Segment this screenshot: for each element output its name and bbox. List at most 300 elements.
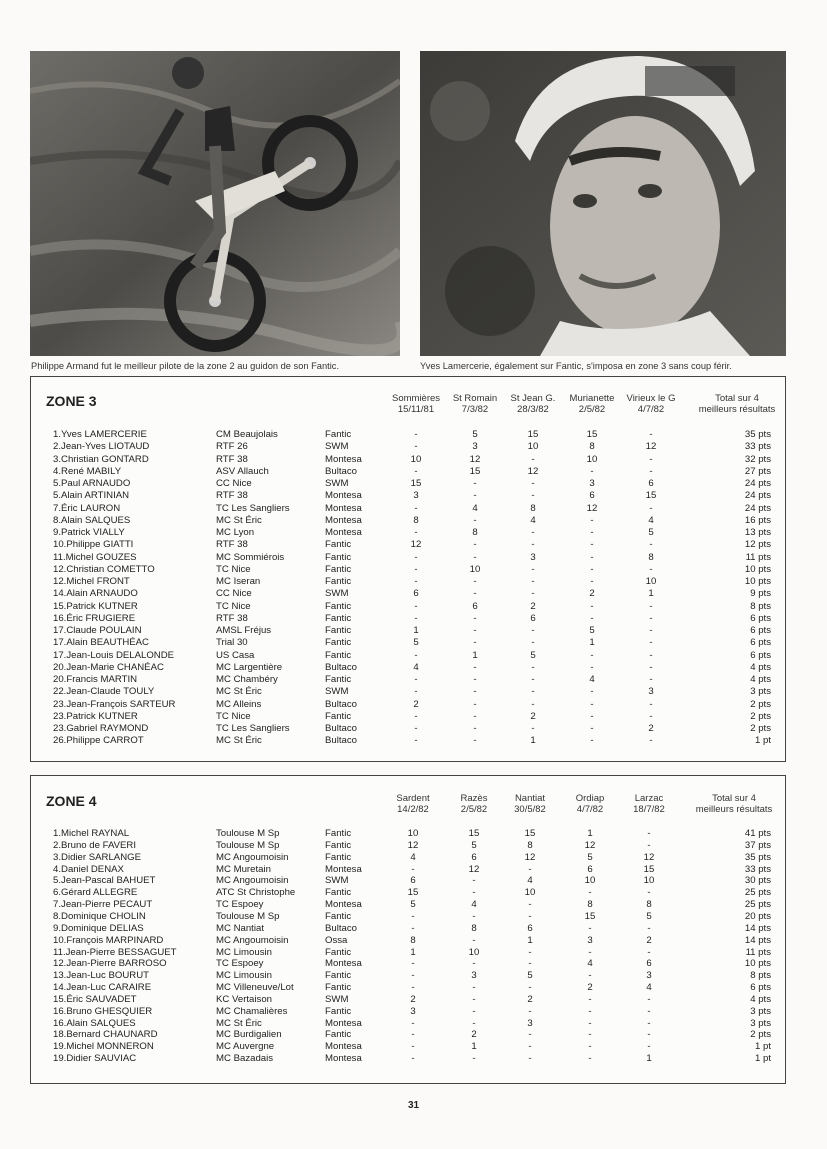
club-name: KC Vertaison bbox=[216, 993, 272, 1005]
score-cell: - bbox=[649, 735, 653, 747]
motorcycle-brand: Bultaco bbox=[325, 735, 357, 747]
score-cell: 15 bbox=[584, 910, 596, 922]
rider-name-text: Dominique DELIAS bbox=[61, 922, 144, 934]
rider-rank: 23. bbox=[53, 698, 67, 710]
score-cell: 15 bbox=[586, 429, 598, 440]
total-points: 3 pts bbox=[750, 1017, 771, 1029]
event-date: 15/11/81 bbox=[397, 404, 435, 415]
score-cell: - bbox=[649, 674, 653, 685]
score-cell: - bbox=[528, 946, 532, 958]
rider-name bbox=[53, 982, 205, 993]
score-cell: - bbox=[649, 637, 653, 649]
score-cell: - bbox=[472, 887, 476, 899]
motorcycle-brand: Fantic bbox=[325, 851, 352, 863]
score-cell: - bbox=[649, 649, 653, 661]
rider-name bbox=[53, 454, 205, 465]
motorcycle-brand: Montesa bbox=[325, 490, 362, 502]
score-cell: - bbox=[414, 429, 418, 440]
rider-name-text: Éric LAURON bbox=[61, 502, 121, 514]
table-row bbox=[31, 1018, 785, 1030]
rider-rank: 12. bbox=[53, 563, 67, 575]
total-points: 2 pts bbox=[750, 1029, 771, 1041]
score-cell: 3 bbox=[530, 551, 536, 563]
club-name: MC Lyon bbox=[216, 527, 255, 538]
score-cell: - bbox=[414, 723, 418, 734]
score-cell: 5 bbox=[530, 649, 536, 661]
score-cell: 6 bbox=[589, 490, 595, 502]
rider-name bbox=[53, 1029, 205, 1040]
total-points: 32 pts bbox=[744, 453, 771, 465]
club-name: MC Limousin bbox=[216, 970, 272, 982]
motorcycle-brand: SWM bbox=[325, 441, 349, 453]
score-cell: - bbox=[649, 465, 653, 477]
score-cell: - bbox=[531, 563, 535, 575]
score-cell: - bbox=[528, 1005, 532, 1017]
motorcycle-brand: Fantic bbox=[325, 539, 352, 551]
score-cell: 10 bbox=[586, 453, 598, 465]
score-cell: 6 bbox=[472, 600, 478, 612]
score-cell: - bbox=[414, 576, 418, 587]
score-cell: - bbox=[588, 1017, 592, 1029]
club-name: Trial 30 bbox=[216, 637, 248, 649]
rider-name-text: Jean-Pierre BESSAGUET bbox=[65, 946, 177, 958]
score-cell: - bbox=[473, 710, 477, 722]
event-name: St Romain bbox=[452, 393, 498, 404]
total-points: 8 pts bbox=[750, 600, 771, 612]
score-cell: - bbox=[531, 527, 535, 538]
table-row bbox=[31, 466, 785, 478]
table-row bbox=[31, 588, 785, 600]
rider-name-text: Jean-Luc BOURUT bbox=[66, 970, 149, 982]
score-cell: - bbox=[590, 539, 594, 551]
score-cell: 4 bbox=[527, 875, 533, 887]
motorcycle-brand: Montesa bbox=[325, 1053, 362, 1065]
score-cell: - bbox=[411, 1041, 415, 1053]
total-points: 4 pts bbox=[750, 674, 771, 685]
score-cell: 8 bbox=[646, 899, 652, 911]
score-cell: - bbox=[531, 661, 535, 673]
score-cell: - bbox=[647, 1041, 651, 1053]
score-cell: 3 bbox=[413, 490, 419, 502]
rider-name bbox=[53, 441, 205, 452]
score-cell: - bbox=[531, 588, 535, 600]
motorcycle-brand: Montesa bbox=[325, 863, 362, 875]
score-cell: - bbox=[411, 1053, 415, 1065]
score-cell: 5 bbox=[589, 625, 595, 636]
score-cell: - bbox=[531, 637, 535, 649]
rider-rank: 1. bbox=[53, 429, 62, 440]
score-cell: 2 bbox=[530, 710, 536, 722]
club-name: TC Espoey bbox=[216, 958, 264, 970]
rider-name bbox=[53, 650, 205, 661]
rider-name-text: Yves LAMERCERIE bbox=[61, 429, 147, 440]
zone3-event-header bbox=[392, 393, 440, 415]
score-cell: - bbox=[473, 588, 477, 600]
score-cell: 15 bbox=[410, 478, 422, 489]
score-cell: - bbox=[414, 710, 418, 722]
photo-rider-trial-bike bbox=[30, 51, 400, 356]
event-date: 2/5/82 bbox=[460, 804, 488, 815]
motorcycle-brand: Fantic bbox=[325, 637, 352, 649]
zone3-title: ZONE 3 bbox=[46, 393, 97, 409]
score-cell: 15 bbox=[643, 863, 655, 875]
rider-rank: 2. bbox=[53, 839, 62, 851]
club-name: CM Beaujolais bbox=[216, 429, 278, 440]
score-cell: - bbox=[590, 735, 594, 747]
score-cell: - bbox=[588, 922, 592, 934]
motorcycle-brand: Bultaco bbox=[325, 723, 357, 734]
motorcycle-brand: Fantic bbox=[325, 828, 352, 839]
rider-name bbox=[53, 637, 205, 648]
rider-name-text: Francis MARTIN bbox=[66, 674, 138, 685]
rider-name bbox=[53, 1041, 205, 1052]
rider-name bbox=[53, 490, 205, 501]
table-row bbox=[31, 994, 785, 1006]
rider-name bbox=[53, 887, 205, 898]
club-name: TC Nice bbox=[216, 600, 251, 612]
score-cell: - bbox=[411, 922, 415, 934]
total-points: 9 pts bbox=[750, 588, 771, 600]
score-cell: - bbox=[590, 661, 594, 673]
rider-name bbox=[53, 552, 205, 563]
score-cell: 5 bbox=[587, 851, 593, 863]
score-cell: 1 bbox=[413, 625, 419, 636]
score-cell: 4 bbox=[472, 502, 478, 514]
total-points: 25 pts bbox=[744, 887, 771, 899]
table-row bbox=[31, 875, 785, 887]
rider-name bbox=[53, 576, 205, 587]
zone3-event-header bbox=[453, 393, 497, 415]
rider-rank: 11. bbox=[53, 551, 66, 563]
rider-name-text: Gabriel RAYMOND bbox=[66, 723, 149, 734]
score-cell: - bbox=[414, 674, 418, 685]
score-cell: - bbox=[590, 465, 594, 477]
motorcycle-brand: Fantic bbox=[325, 576, 352, 587]
table-row bbox=[31, 515, 785, 527]
zone4-event-header bbox=[633, 793, 665, 815]
score-cell: - bbox=[414, 551, 418, 563]
rider-rank: 3. bbox=[53, 453, 62, 465]
score-cell: 12 bbox=[524, 851, 536, 863]
total-points: 4 pts bbox=[750, 661, 771, 673]
score-cell: - bbox=[411, 970, 415, 982]
score-cell: - bbox=[590, 551, 594, 563]
score-cell: 1 bbox=[471, 1041, 477, 1053]
rider-rank: 12. bbox=[53, 576, 67, 587]
score-cell: - bbox=[411, 958, 415, 970]
rider-name bbox=[53, 875, 205, 886]
score-cell: - bbox=[649, 502, 653, 514]
total-points: 6 pts bbox=[750, 649, 771, 661]
rider-name-text: Didier SARLANGE bbox=[61, 851, 141, 863]
event-name: Sardent bbox=[396, 793, 430, 804]
score-cell: 8 bbox=[472, 527, 478, 538]
rider-rank: 12. bbox=[53, 958, 67, 970]
club-name: MC Limousin bbox=[216, 946, 272, 958]
score-cell: 3 bbox=[410, 1005, 416, 1017]
score-cell: - bbox=[411, 1029, 415, 1041]
club-name: TC Espoey bbox=[216, 899, 264, 911]
score-cell: - bbox=[411, 863, 415, 875]
total-points: 6 pts bbox=[750, 625, 771, 636]
rider-rank: 9. bbox=[53, 922, 62, 934]
rider-rank: 19. bbox=[53, 1053, 67, 1065]
rider-name-text: Jean-Luc CARAIRE bbox=[66, 982, 152, 994]
score-cell: 4 bbox=[646, 982, 652, 994]
score-cell: - bbox=[588, 970, 592, 982]
score-cell: - bbox=[414, 527, 418, 538]
score-cell: 1 bbox=[648, 588, 654, 600]
rider-rank: 4. bbox=[53, 863, 62, 875]
rider-name bbox=[53, 1006, 205, 1017]
score-cell: 12 bbox=[584, 839, 596, 851]
score-cell: - bbox=[590, 686, 594, 698]
rider-name bbox=[53, 1018, 205, 1029]
score-cell: - bbox=[590, 723, 594, 734]
zone4-event-header bbox=[576, 793, 605, 815]
rider-name bbox=[53, 840, 205, 851]
score-cell: - bbox=[590, 563, 594, 575]
rider-rank: 5. bbox=[53, 875, 62, 887]
club-name: MC Nantiat bbox=[216, 922, 264, 934]
rider-name-text: Didier SAUVIAC bbox=[66, 1053, 137, 1065]
rider-name-text: Daniel DENAX bbox=[61, 863, 124, 875]
total-points: 11 pts bbox=[745, 946, 771, 958]
event-date: 30/5/82 bbox=[514, 804, 546, 815]
score-cell: 12 bbox=[643, 851, 655, 863]
table-row bbox=[31, 828, 785, 840]
zone3-event-header bbox=[627, 393, 676, 415]
motorcycle-brand: Fantic bbox=[325, 887, 352, 899]
rider-name-text: Michel GOUZES bbox=[65, 551, 137, 563]
photo-rider-portrait bbox=[420, 51, 786, 356]
motorcycle-brand: Fantic bbox=[325, 982, 352, 994]
club-name: MC Sommiérois bbox=[216, 551, 285, 563]
rider-name bbox=[53, 994, 205, 1005]
score-cell: - bbox=[649, 698, 653, 710]
score-cell: - bbox=[473, 686, 477, 698]
score-cell: 5 bbox=[472, 429, 478, 440]
score-cell: - bbox=[473, 637, 477, 649]
event-name: Larzac bbox=[634, 793, 664, 804]
rider-name-text: Éric SAUVADET bbox=[66, 993, 137, 1005]
rider-rank: 10. bbox=[53, 539, 67, 551]
motorcycle-brand: Bultaco bbox=[325, 661, 357, 673]
rider-rank: 20. bbox=[53, 661, 67, 673]
club-name: TC Nice bbox=[216, 563, 251, 575]
score-cell: 10 bbox=[468, 946, 480, 958]
table-row bbox=[31, 441, 785, 453]
score-cell: - bbox=[473, 698, 477, 710]
motorcycle-brand: Montesa bbox=[325, 453, 362, 465]
rider-rank: 4. bbox=[53, 465, 62, 477]
score-cell: 4 bbox=[648, 514, 654, 526]
event-name: Ordiap bbox=[575, 793, 605, 804]
rider-name bbox=[53, 601, 205, 612]
rider-name-text: Bruno de FAVERI bbox=[61, 839, 137, 851]
table-row bbox=[31, 1041, 785, 1053]
score-cell: - bbox=[590, 514, 594, 526]
club-name: MC Muretain bbox=[216, 863, 271, 875]
score-cell: 2 bbox=[471, 1029, 477, 1041]
rider-rank: 7. bbox=[53, 502, 62, 514]
score-cell: - bbox=[414, 563, 418, 575]
event-date: 4/7/82 bbox=[637, 404, 665, 415]
score-cell: - bbox=[649, 429, 653, 440]
total-points: 1 pt bbox=[754, 735, 771, 747]
motorcycle-brand: Fantic bbox=[325, 612, 352, 624]
table-row bbox=[31, 899, 785, 911]
zone3-results-table bbox=[30, 376, 786, 762]
club-name: TC Les Sangliers bbox=[216, 723, 290, 734]
rider-name bbox=[53, 911, 205, 922]
club-name: MC Burdigalien bbox=[216, 1029, 282, 1041]
score-cell: 15 bbox=[468, 828, 480, 839]
rider-name-text: Alain BEAUTHÉAC bbox=[66, 637, 149, 649]
club-name: MC Largentière bbox=[216, 661, 283, 673]
total-points: 12 pts bbox=[744, 539, 771, 551]
motorcycle-brand: Fantic bbox=[325, 710, 352, 722]
rider-rank: 8. bbox=[53, 910, 62, 922]
table-row bbox=[31, 723, 785, 735]
score-cell: 8 bbox=[527, 839, 533, 851]
score-cell: 8 bbox=[410, 934, 416, 946]
total-points: 13 pts bbox=[744, 527, 771, 538]
score-cell: 2 bbox=[646, 934, 652, 946]
score-cell: - bbox=[528, 910, 532, 922]
score-cell: 10 bbox=[469, 563, 481, 575]
score-cell: - bbox=[473, 735, 477, 747]
rider-photo-illustration bbox=[30, 51, 400, 356]
total-points: 8 pts bbox=[750, 970, 771, 982]
club-name: TC Nice bbox=[216, 710, 251, 722]
total-points: 2 pts bbox=[750, 698, 771, 710]
score-cell: - bbox=[528, 863, 532, 875]
rider-name-text: Claude POULAIN bbox=[66, 625, 142, 636]
score-cell: 6 bbox=[646, 958, 652, 970]
score-cell: 6 bbox=[527, 922, 533, 934]
rider-rank: 19. bbox=[53, 1041, 67, 1053]
score-cell: - bbox=[528, 958, 532, 970]
score-cell: 2 bbox=[587, 982, 593, 994]
club-name: MC Iseran bbox=[216, 576, 261, 587]
event-name: Nantiat bbox=[514, 793, 546, 804]
rider-rank: 18. bbox=[53, 1029, 67, 1041]
rider-rank: 5. bbox=[53, 478, 62, 489]
score-cell: 8 bbox=[413, 514, 419, 526]
score-cell: 12 bbox=[645, 441, 657, 453]
motorcycle-brand: SWM bbox=[325, 588, 349, 600]
rider-rank: 3. bbox=[53, 851, 62, 863]
score-cell: 6 bbox=[413, 588, 419, 600]
club-name: Toulouse M Sp bbox=[216, 910, 280, 922]
rider-name-text: Christian GONTARD bbox=[61, 453, 149, 465]
rider-name-text: Bruno GHESQUIER bbox=[66, 1005, 153, 1017]
score-cell: - bbox=[590, 698, 594, 710]
club-name: MC St Éric bbox=[216, 514, 262, 526]
score-cell: - bbox=[414, 441, 418, 453]
score-cell: - bbox=[411, 982, 415, 994]
table-row bbox=[31, 699, 785, 711]
total-points: 2 pts bbox=[750, 710, 771, 722]
score-cell: 2 bbox=[648, 723, 654, 734]
total-points: 27 pts bbox=[744, 465, 771, 477]
score-cell: 1 bbox=[530, 735, 536, 747]
rider-name-text: Jean-Louis DELALONDE bbox=[66, 649, 175, 661]
score-cell: 4 bbox=[589, 674, 595, 685]
rider-name-text: Paul ARNAUDO bbox=[61, 478, 131, 489]
score-cell: - bbox=[531, 674, 535, 685]
table-row bbox=[31, 490, 785, 502]
score-cell: - bbox=[473, 661, 477, 673]
table-row bbox=[31, 625, 785, 637]
motorcycle-brand: Montesa bbox=[325, 899, 362, 911]
table-row bbox=[31, 947, 785, 959]
rider-rank: 15. bbox=[53, 993, 67, 1005]
table-row bbox=[31, 1006, 785, 1018]
total-points: 30 pts bbox=[744, 875, 771, 887]
rider-name bbox=[53, 899, 205, 910]
rider-name-text: Gérard ALLEGRE bbox=[61, 887, 138, 899]
score-cell: 15 bbox=[527, 429, 539, 440]
rider-name bbox=[53, 478, 205, 489]
score-cell: - bbox=[649, 563, 653, 575]
table-row bbox=[31, 552, 785, 564]
score-cell: - bbox=[473, 478, 477, 489]
motorcycle-brand: Fantic bbox=[325, 429, 352, 440]
score-cell: - bbox=[531, 453, 535, 465]
club-name: ATC St Christophe bbox=[216, 887, 296, 899]
score-cell: 3 bbox=[648, 686, 654, 698]
club-name: MC Angoumoisin bbox=[216, 851, 289, 863]
motorcycle-brand: Montesa bbox=[325, 1017, 362, 1029]
score-cell: - bbox=[414, 649, 418, 661]
motorcycle-brand: Bultaco bbox=[325, 698, 357, 710]
rider-name bbox=[53, 923, 205, 934]
rider-name-text: Alain SALQUES bbox=[66, 1017, 136, 1029]
total-points: 25 pts bbox=[744, 899, 771, 911]
table-row bbox=[31, 864, 785, 876]
rider-name-text: Patrick KUTNER bbox=[66, 600, 138, 612]
table-row bbox=[31, 576, 785, 588]
rider-rank: 20. bbox=[53, 674, 67, 685]
score-cell: - bbox=[649, 612, 653, 624]
table-row bbox=[31, 527, 785, 539]
score-cell: - bbox=[647, 839, 651, 851]
score-cell: 12 bbox=[407, 839, 419, 851]
score-cell: 15 bbox=[645, 490, 657, 502]
score-cell: 2 bbox=[589, 588, 595, 600]
total-points: 6 pts bbox=[750, 637, 771, 649]
motorcycle-brand: Bultaco bbox=[325, 922, 357, 934]
motorcycle-brand: Fantic bbox=[325, 551, 352, 563]
score-cell: - bbox=[588, 887, 592, 899]
score-cell: - bbox=[414, 686, 418, 698]
rider-rank: 11. bbox=[53, 946, 66, 958]
score-cell: - bbox=[531, 490, 535, 502]
club-name: MC Auvergne bbox=[216, 1041, 275, 1053]
score-cell: - bbox=[528, 1053, 532, 1065]
club-name: CC Nice bbox=[216, 478, 252, 489]
rider-name-text: Philippe GIATTI bbox=[66, 539, 134, 551]
rider-name bbox=[53, 662, 205, 673]
score-cell: - bbox=[647, 1017, 651, 1029]
rider-name bbox=[53, 588, 205, 599]
club-name: RTF 38 bbox=[216, 490, 248, 502]
table-row bbox=[31, 503, 785, 515]
table-row bbox=[31, 840, 785, 852]
rider-rank: 17. bbox=[53, 649, 67, 661]
